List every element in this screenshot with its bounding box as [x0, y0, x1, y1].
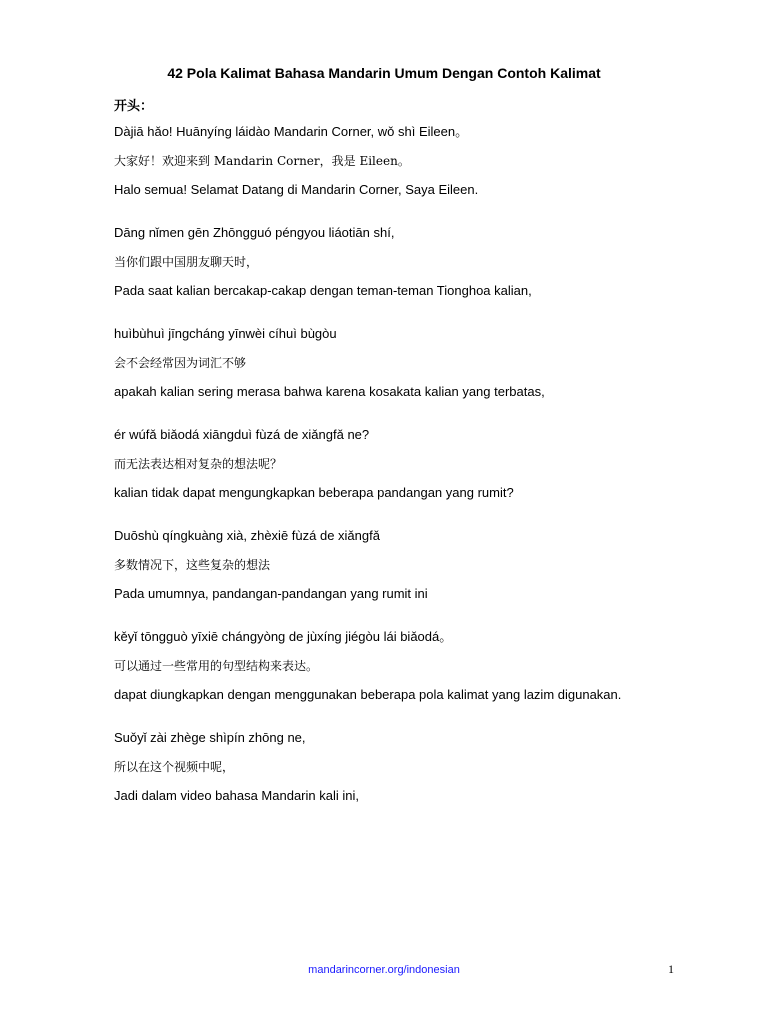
- sentence-block: [114, 730, 714, 804]
- indonesian-line: Jadi dalam video bahasa Mandarin kali ini,: [114, 788, 359, 803]
- page-number: 1: [668, 962, 674, 976]
- hanzi-line: 可以通过一些常用的句型结构来表达。: [114, 659, 319, 673]
- sentence-block: [114, 326, 714, 400]
- footer-website-link[interactable]: mandarincorner.org/indonesian: [308, 964, 460, 976]
- indonesian-line: apakah kalian sering merasa bahwa karena kosakata kalian yang terbatas,: [114, 384, 545, 399]
- pinyin-line: Dàjiā hǎo! Huānyíng láidào Mandarin Corner, wǒ shì Eileen。: [114, 124, 469, 139]
- document-body: [114, 124, 714, 804]
- sentence-block: [114, 528, 714, 602]
- hanzi-line: 大家好！欢迎来到 Mandarin Corner，我是 Eileen。: [114, 154, 410, 168]
- hanzi-line: 所以在这个视频中呢，: [114, 760, 235, 774]
- hanzi-line: 会不会经常因为词汇不够: [114, 356, 247, 370]
- indonesian-line: Pada umumnya, pandangan-pandangan yang rumit ini: [114, 586, 428, 601]
- sentence-block: [114, 427, 714, 501]
- hanzi-line: 而无法表达相对复杂的想法呢？: [114, 457, 283, 471]
- hanzi-line: 当你们跟中国朋友聊天时，: [114, 255, 259, 269]
- pinyin-line: Suǒyǐ zài zhège shìpín zhōng ne,: [114, 730, 306, 745]
- hanzi-line: 多数情况下，这些复杂的想法: [114, 558, 271, 572]
- indonesian-line: dapat diungkapkan dengan menggunakan beberapa pola kalimat yang lazim digunakan.: [114, 687, 622, 702]
- sentence-block: [114, 124, 714, 198]
- intro-heading: 开头：: [114, 99, 154, 114]
- sentence-block: [114, 629, 714, 703]
- pinyin-line: Duōshù qíngkuàng xià, zhèxiē fùzá de xiǎngfǎ: [114, 528, 380, 543]
- pinyin-line: Dāng nǐmen gēn Zhōngguó péngyou liáotiān shí,: [114, 225, 395, 240]
- pinyin-line: kěyǐ tōngguò yīxiē chángyòng de jùxíng jiégòu lái biǎodá。: [114, 629, 453, 644]
- indonesian-line: kalian tidak dapat mengungkapkan beberapa pandangan yang rumit?: [114, 485, 514, 500]
- page-title: 42 Pola Kalimat Bahasa Mandarin Umum Dengan Contoh Kalimat: [167, 65, 601, 81]
- indonesian-line: Halo semua! Selamat Datang di Mandarin Corner, Saya Eileen.: [114, 182, 479, 197]
- pinyin-line: ér wúfǎ biǎodá xiāngduì fùzá de xiǎngfǎ ne?: [114, 427, 370, 442]
- sentence-block: [114, 225, 714, 299]
- pinyin-line: huìbùhuì jīngcháng yīnwèi cíhuì bùgòu: [114, 326, 337, 341]
- indonesian-line: Pada saat kalian bercakap-cakap dengan teman-teman Tionghoa kalian,: [114, 283, 532, 298]
